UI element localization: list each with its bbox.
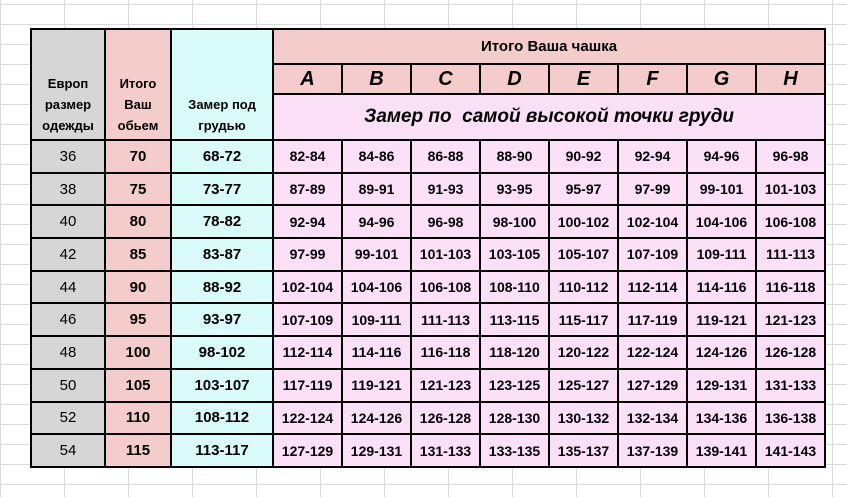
cup-cell-b[interactable]: 99-101 [342,238,411,271]
cup-cell-e[interactable]: 110-112 [549,271,618,304]
eu-size-cell[interactable]: 44 [31,271,105,304]
table-row [31,303,825,336]
cup-cell-b[interactable]: 94-96 [342,205,411,238]
cup-cell-b[interactable]: 84-86 [342,140,411,173]
eu-size-cell[interactable]: 48 [31,336,105,369]
table-row [31,238,825,271]
cup-cell-e[interactable]: 105-107 [549,238,618,271]
eu-size-cell[interactable]: 40 [31,205,105,238]
underbust-cell[interactable]: 83-87 [171,238,273,271]
cup-cell-a[interactable]: 107-109 [273,303,342,336]
cup-cell-h[interactable]: 131-133 [756,369,825,402]
cup-cell-c[interactable]: 131-133 [411,434,480,467]
cup-cell-c[interactable]: 126-128 [411,402,480,435]
cup-cell-b[interactable]: 104-106 [342,271,411,304]
cup-cell-a[interactable]: 102-104 [273,271,342,304]
cup-cell-a[interactable]: 92-94 [273,205,342,238]
cup-cell-b[interactable]: 119-121 [342,369,411,402]
cup-cell-h[interactable]: 116-118 [756,271,825,304]
cup-cell-d[interactable]: 133-135 [480,434,549,467]
cup-cell-d[interactable]: 108-110 [480,271,549,304]
cup-cell-h[interactable]: 111-113 [756,238,825,271]
cup-cell-e[interactable]: 130-132 [549,402,618,435]
table-row [31,402,825,435]
cup-cell-e[interactable]: 135-137 [549,434,618,467]
table-row [31,434,825,467]
header-cup-a[interactable]: A [273,64,342,94]
header-cup-e[interactable]: E [549,64,618,94]
cup-cell-e[interactable]: 100-102 [549,205,618,238]
header-cup-d[interactable]: D [480,64,549,94]
total-volume-cell[interactable]: 105 [105,369,171,402]
cup-cell-f[interactable]: 102-104 [618,205,687,238]
cup-cell-a[interactable]: 82-84 [273,140,342,173]
cup-cell-g[interactable]: 119-121 [687,303,756,336]
cup-cell-b[interactable]: 89-91 [342,173,411,206]
cup-cell-f[interactable]: 107-109 [618,238,687,271]
cup-cell-b[interactable]: 129-131 [342,434,411,467]
total-volume-cell[interactable]: 115 [105,434,171,467]
cup-cell-d[interactable]: 103-105 [480,238,549,271]
cup-cell-c[interactable]: 86-88 [411,140,480,173]
total-volume-cell[interactable]: 100 [105,336,171,369]
header-underbust[interactable]: Замер под грудью [171,29,273,140]
cup-cell-f[interactable]: 132-134 [618,402,687,435]
cup-cell-c[interactable]: 106-108 [411,271,480,304]
eu-size-cell[interactable]: 52 [31,402,105,435]
cup-cell-d[interactable]: 123-125 [480,369,549,402]
header-eu-size[interactable]: Европ размер одежды [31,29,105,140]
header-bust-measure[interactable]: Замер по самой высокой точки груди [273,94,825,140]
table-row [31,271,825,304]
cup-cell-c[interactable]: 111-113 [411,303,480,336]
cup-cell-c[interactable]: 96-98 [411,205,480,238]
cup-cell-g[interactable]: 94-96 [687,140,756,173]
cup-cell-h[interactable]: 136-138 [756,402,825,435]
cup-cell-g[interactable]: 129-131 [687,369,756,402]
table-row [31,205,825,238]
cup-cell-f[interactable]: 117-119 [618,303,687,336]
cup-cell-e[interactable]: 125-127 [549,369,618,402]
cup-cell-g[interactable]: 99-101 [687,173,756,206]
cup-cell-a[interactable]: 117-119 [273,369,342,402]
total-volume-cell[interactable]: 95 [105,303,171,336]
cup-cell-f[interactable]: 127-129 [618,369,687,402]
cup-cell-e[interactable]: 95-97 [549,173,618,206]
underbust-cell[interactable]: 103-107 [171,369,273,402]
underbust-cell[interactable]: 113-117 [171,434,273,467]
header-cup-b[interactable]: B [342,64,411,94]
header-total-volume[interactable]: Итого Ваш обьем [105,29,171,140]
cup-cell-d[interactable]: 93-95 [480,173,549,206]
cup-cell-f[interactable]: 92-94 [618,140,687,173]
cup-cell-e[interactable]: 115-117 [549,303,618,336]
header-cup-g[interactable]: G [687,64,756,94]
cup-cell-d[interactable]: 113-115 [480,303,549,336]
total-volume-cell[interactable]: 85 [105,238,171,271]
cup-cell-h[interactable]: 141-143 [756,434,825,467]
cup-cell-d[interactable]: 118-120 [480,336,549,369]
cup-cell-f[interactable]: 122-124 [618,336,687,369]
cup-cell-h[interactable]: 121-123 [756,303,825,336]
table-row [31,173,825,206]
cup-cell-c[interactable]: 116-118 [411,336,480,369]
underbust-cell[interactable]: 73-77 [171,173,273,206]
table-row [31,140,825,173]
total-volume-cell[interactable]: 75 [105,173,171,206]
underbust-cell[interactable]: 78-82 [171,205,273,238]
cup-cell-a[interactable]: 127-129 [273,434,342,467]
underbust-cell[interactable]: 98-102 [171,336,273,369]
eu-size-cell[interactable]: 46 [31,303,105,336]
cup-cell-h[interactable]: 101-103 [756,173,825,206]
eu-size-cell[interactable]: 42 [31,238,105,271]
header-cup-f[interactable]: F [618,64,687,94]
cup-cell-g[interactable]: 124-126 [687,336,756,369]
cup-cell-f[interactable]: 112-114 [618,271,687,304]
eu-size-cell[interactable]: 50 [31,369,105,402]
cup-cell-b[interactable]: 114-116 [342,336,411,369]
bra-size-table [30,28,826,468]
eu-size-cell[interactable]: 36 [31,140,105,173]
cup-cell-d[interactable]: 88-90 [480,140,549,173]
underbust-cell[interactable]: 68-72 [171,140,273,173]
cup-cell-a[interactable]: 112-114 [273,336,342,369]
table-row [31,369,825,402]
table-row [31,336,825,369]
header-cup-c[interactable]: C [411,64,480,94]
cup-cell-h[interactable]: 106-108 [756,205,825,238]
cup-cell-f[interactable]: 97-99 [618,173,687,206]
cup-cell-c[interactable]: 91-93 [411,173,480,206]
cup-cell-h[interactable]: 126-128 [756,336,825,369]
cup-cell-c[interactable]: 121-123 [411,369,480,402]
underbust-cell[interactable]: 88-92 [171,271,273,304]
total-volume-cell[interactable]: 90 [105,271,171,304]
cup-cell-h[interactable]: 96-98 [756,140,825,173]
total-volume-cell[interactable]: 80 [105,205,171,238]
cup-cell-b[interactable]: 109-111 [342,303,411,336]
cup-cell-g[interactable]: 104-106 [687,205,756,238]
cup-cell-d[interactable]: 98-100 [480,205,549,238]
total-volume-cell[interactable]: 70 [105,140,171,173]
cup-cell-a[interactable]: 122-124 [273,402,342,435]
cup-cell-g[interactable]: 134-136 [687,402,756,435]
cup-cell-e[interactable]: 90-92 [549,140,618,173]
cup-cell-c[interactable]: 101-103 [411,238,480,271]
cup-cell-e[interactable]: 120-122 [549,336,618,369]
underbust-cell[interactable]: 108-112 [171,402,273,435]
underbust-cell[interactable]: 93-97 [171,303,273,336]
header-cup-h[interactable]: H [756,64,825,94]
total-volume-cell[interactable]: 110 [105,402,171,435]
cup-cell-b[interactable]: 124-126 [342,402,411,435]
cup-cell-f[interactable]: 137-139 [618,434,687,467]
cup-cell-g[interactable]: 109-111 [687,238,756,271]
cup-cell-d[interactable]: 128-130 [480,402,549,435]
eu-size-cell[interactable]: 38 [31,173,105,206]
eu-size-cell[interactable]: 54 [31,434,105,467]
cup-cell-g[interactable]: 139-141 [687,434,756,467]
header-cup-total[interactable]: Итого Ваша чашка [273,29,825,64]
cup-cell-a[interactable]: 87-89 [273,173,342,206]
cup-cell-a[interactable]: 97-99 [273,238,342,271]
cup-cell-g[interactable]: 114-116 [687,271,756,304]
